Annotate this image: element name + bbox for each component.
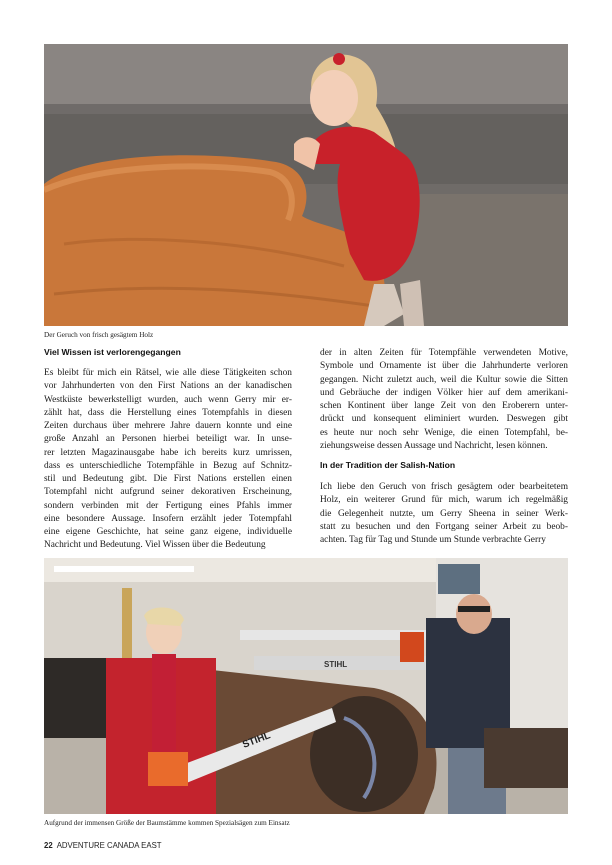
body-text-line: vor Jahrhunderten von den First Nations an der kanadischen: [44, 381, 292, 392]
body-text-line: der in alten Zeiten für Totempfähle verwendeten Motive,: [320, 348, 568, 358]
body-text-line: stil und Bedeutung gibt. Die First Nations erstellen einen: [44, 474, 292, 484]
body-text-line: Symbole und Ornamente ist über die Jahrhunderte verloren: [320, 361, 568, 372]
body-text-line: große Anzahl an Personen hierbei beteiligt war. In unse-: [44, 434, 292, 445]
body-text-line: Nachricht und Bedeutung. Viel Wissen über die Bedeutung: [44, 540, 266, 551]
body-text-line: sondern verbinden mit der Fertigung eines Pfahls immer: [44, 500, 292, 511]
section-heading-salish: In der Tradition der Salish-Nation: [320, 460, 456, 470]
stihl-logo-bar: STIHL: [324, 660, 348, 669]
body-text-line: schen Kontinent über lange Zeit von den Eroberern unter-: [320, 401, 568, 411]
photo-caption: Der Geruch von frisch gesägtem Holz: [44, 331, 154, 339]
body-text-line: zählt hat, dass die Herstellung eines Totempfahls in diesen: [44, 407, 292, 418]
body-text-line: Es bleibt für mich ein Rätsel, wie alle diese Tätigkeiten schon: [44, 368, 292, 378]
body-text-line: rer letzten Magazinausgabe habe ich bereits kurz umrissen,: [44, 447, 292, 458]
body-text-line: drückt und konsequent eliminiert wurden. Deswegen gibt: [320, 414, 568, 425]
photo-girl-smelling-wood: [44, 44, 568, 326]
body-text-line: achten. Tag für Tag und Stunde um Stunde verbrachte Gerry: [320, 535, 546, 545]
photo-caption: Aufgrund der immensen Größe der Baumstämme kommen Spezialsägen zum Einsatz: [44, 819, 290, 827]
magazine-name: ADVENTURE CANADA EAST: [56, 841, 162, 850]
body-text-line: ziehungsweise dessen Aussage und Nachricht, lesen können.: [320, 440, 548, 451]
page-footer: [44, 841, 162, 850]
body-text-line: Totempfahl nicht aufgrund seiner dekorativen Erscheinung,: [44, 487, 292, 498]
page-number: 22: [44, 841, 53, 850]
body-text-line: Westküste bewerkstelligt wurden, auch wenn Gerry mir er-: [44, 394, 292, 405]
section-heading: Viel Wissen ist verlorengegangen: [44, 347, 181, 357]
body-text-line: Holz, ein weiterer Grund für mich, warum ich regelmäßig: [320, 495, 568, 506]
body-text-line: es heute nur noch sehr Wenige, die einen Totempfahl, be-: [320, 427, 568, 438]
body-text-line: Ich liebe den Geruch von frisch gesägtem oder bearbeitetem: [320, 482, 568, 492]
body-text-line: gegangen. Nicht zuletzt auch, weil die Kultur sowie die Sitten: [320, 374, 568, 385]
body-text-line: dass es unterschiedliche Totempfähle in Bezug auf Schnitz-: [44, 460, 292, 471]
body-text-line: statt zu besuchen und den Fortgang seiner Arbeit zu beob-: [320, 521, 568, 532]
body-text-line: eine eigene Geschichte, hat seine ganz eigene, individuelle: [44, 527, 292, 537]
body-text-line: und Gebräuche der indigen Völker hier auf dem amerikani-: [320, 387, 568, 398]
stihl-logo-chainsaw: STIHL: [241, 730, 273, 751]
body-text-line: eine besondere Aussage. Insofern erzählt jeder Totempfahl: [44, 513, 292, 524]
body-text-line: die Gelegenheit nutzte, um Gerry Sheena in seiner Werk-: [320, 508, 568, 519]
body-text-line: Zeiten durchaus über mehrere Jahre dauern konnte und eine: [44, 421, 292, 431]
photo-workshop-chainsaws: [44, 558, 568, 814]
